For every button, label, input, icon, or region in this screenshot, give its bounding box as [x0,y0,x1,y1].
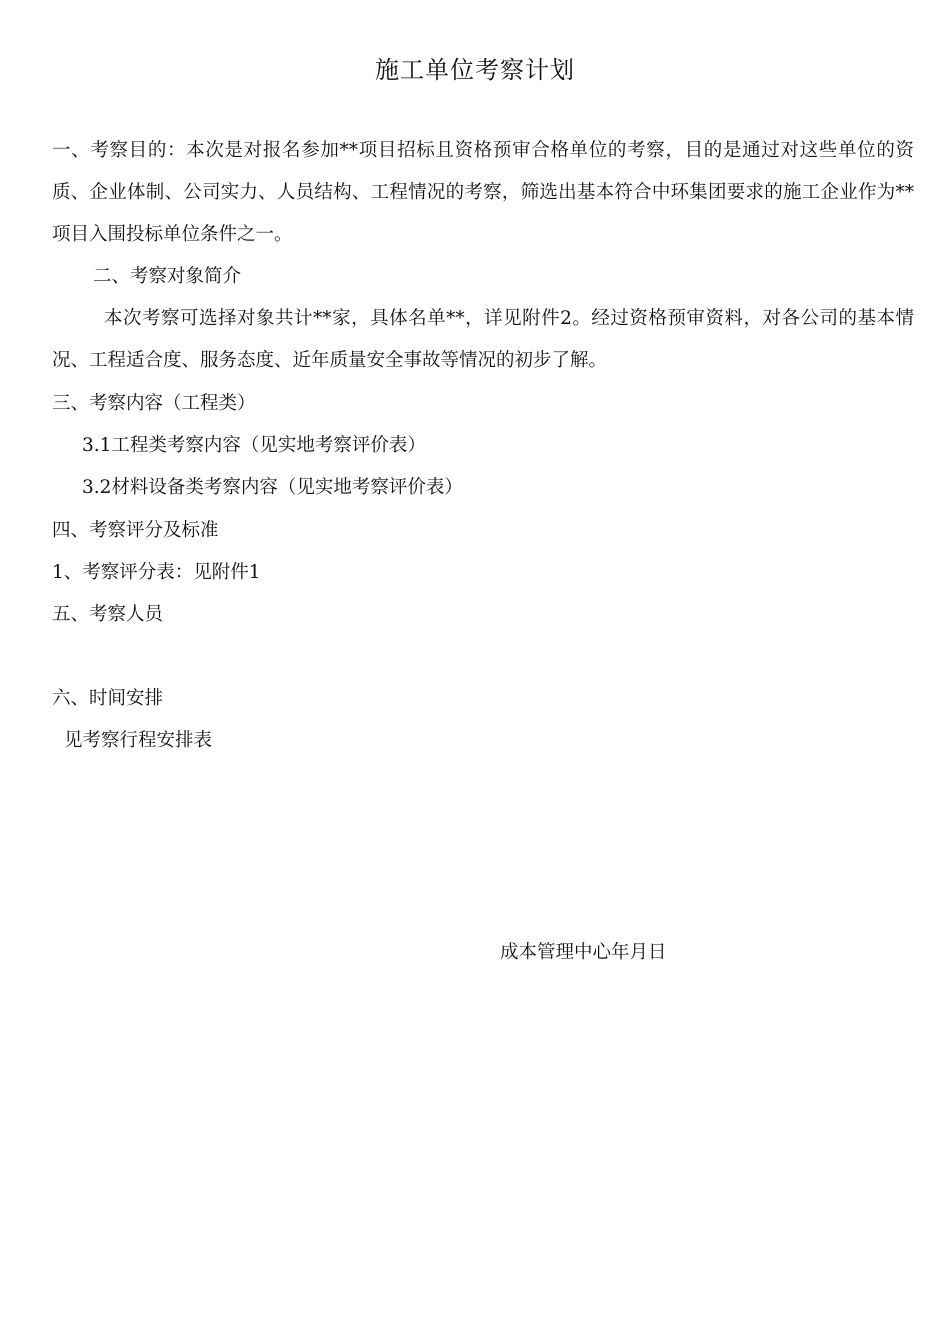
section3-item-1: 3.1工程类考察内容（见实地考察评价表） [82,435,426,456]
document-title: 施工单位考察计划 [375,56,575,84]
section5-heading: 五、考察人员 [52,604,164,625]
section4-heading: 四、考察评分及标准 [52,520,219,541]
section2-heading: 二、考察对象简介 [93,266,242,287]
section1-paragraph: 一、考察目的：本次是对报名参加**项目招标且资格预审合格单位的考察，目的是通过对这些单位的资质、企业体制、公司实力、人员结构、工程情况的考察，筛选出基本符合中环集团要求的施工企业作为**项目入围投标单位条件之一。 [52,140,914,245]
section6-text: 见考察行程安排表 [64,730,213,751]
section2-paragraph: 本次考察可选择对象共计**家，具体名单**，详见附件2。经过资格预审资料，对各公司的基本情况、工程适合度、服务态度、近年质量安全事故等情况的初步了解。 [52,308,914,371]
section3-item-2: 3.2材料设备类考察内容（见实地考察评价表） [82,477,463,498]
signature-line: 成本管理中心年月日 [500,942,667,963]
section4-item-1: 1、考察评分表：见附件1 [52,562,261,583]
section3-heading: 三、考察内容（工程类） [52,393,256,414]
section6-heading: 六、时间安排 [52,688,164,709]
